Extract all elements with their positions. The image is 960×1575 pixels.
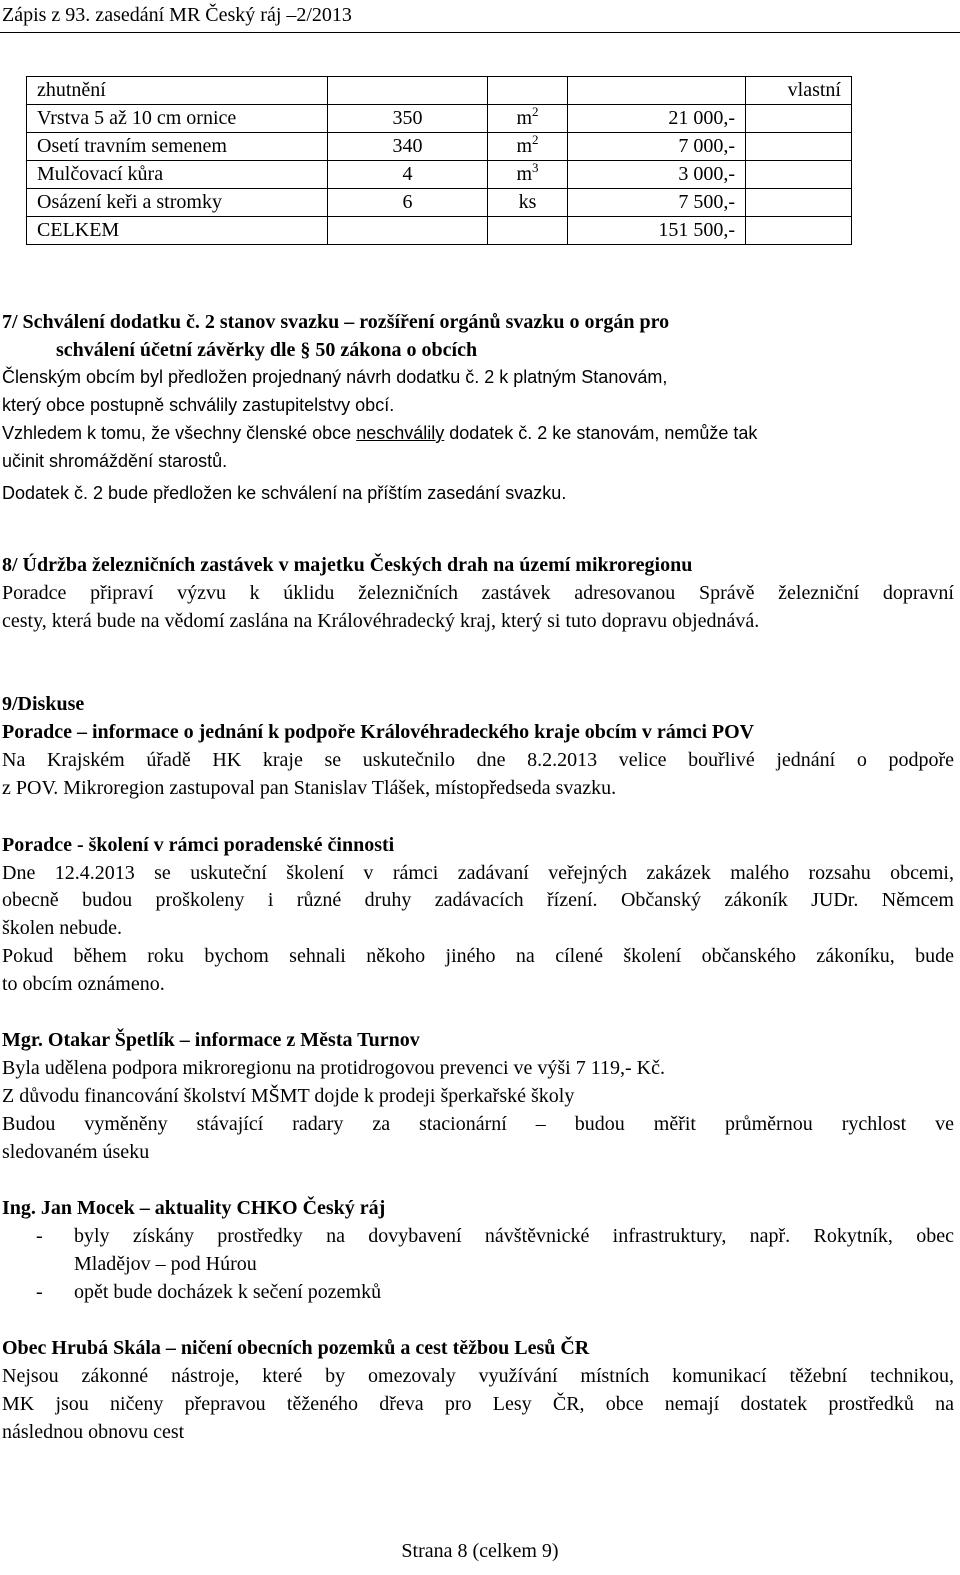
section-8-line1-text: Poradce připraví výzvu k úklidu železničních zastávek adresovanou Správě železniční dopravní [2, 582, 954, 604]
pov-subheading: Poradce – informace o jednání k podpoře Královéhradeckého kraje obcím v rámci POV [2, 721, 755, 743]
quantity-cell [328, 217, 488, 245]
cell-text: m [516, 163, 533, 185]
cell-text: m [516, 107, 533, 129]
bullet-dash: - [36, 1225, 43, 1247]
table-row [27, 77, 852, 105]
section-8-line2: cesty, která bude na vědomí zaslána na Královéhradecký kraj, který si tuto dopravu objednává. [2, 610, 760, 632]
price-cell [568, 77, 746, 105]
quantity-cell [328, 133, 488, 161]
cell-text: Vrstva 5 až 10 cm ornice [37, 107, 237, 129]
cell-text: Osázení keři a stromky [37, 191, 222, 213]
item-cell [27, 105, 328, 133]
p2-post: dodatek č. 2 ke stanovám, nemůže tak [444, 423, 758, 443]
section-7-p2-line2: učinit shromáždění starostů. [2, 451, 228, 471]
training-line4 [2, 942, 954, 970]
item-cell [27, 161, 328, 189]
unit-cell [488, 105, 568, 133]
hruba-skala-subheading: Obec Hrubá Skála – ničení obecních pozemků a cest těžbou Lesů ČR [2, 1337, 590, 1359]
cell-text: vlastní [787, 79, 841, 101]
quantity-cell [328, 77, 488, 105]
table-row [27, 105, 852, 133]
table-row [27, 189, 852, 217]
cell-text: 21 000,- [668, 107, 735, 129]
cell-text: 3 000,- [678, 163, 735, 185]
quantity-cell [328, 161, 488, 189]
note-cell [746, 161, 852, 189]
training-line2-text: obecně budou proškoleny i různé druhy zadávacích řízení. Občanský zákoník JUDr. Němcem [2, 889, 954, 911]
unit-cell [488, 133, 568, 161]
section-7-heading: 7/ Schválení dodatku č. 2 stanov svazku – rozšíření orgánů svazku o orgán pro [2, 311, 670, 333]
training-line1-text: Dne 12.4.2013 se uskuteční školení v rámci zadávaní veřejných zakázek malého rozsahu obcemi, [2, 862, 954, 884]
note-cell [746, 105, 852, 133]
price-cell [568, 105, 746, 133]
table-row [27, 217, 852, 245]
section-8-heading: 8/ Údržba železničních zastávek v majetku Českých drah na území mikroregionu [2, 554, 693, 576]
unit-exponent: 2 [532, 104, 539, 119]
table-row [27, 161, 852, 189]
item-cell [27, 133, 328, 161]
p2-underlined: neschválily [356, 423, 445, 443]
unit-exponent: 2 [532, 132, 539, 147]
cell-text: 4 [402, 163, 413, 185]
page-number: Strana 8 (celkem 9) [401, 1540, 559, 1562]
price-cell [568, 189, 746, 217]
hruba-skala-line2 [2, 1390, 954, 1418]
pov-line2: z POV. Mikroregion zastupoval pan Stanislav Tlášek, místopředseda svazku. [2, 777, 617, 799]
chko-b2: opět bude docházek k sečení pozemků [74, 1281, 382, 1303]
cell-text: Mulčovací kůra [37, 163, 164, 185]
price-cell [568, 133, 746, 161]
page-header-title: Zápis z 93. zasedání MR Český ráj –2/2013 [2, 4, 352, 26]
note-cell [746, 217, 852, 245]
unit-cell [488, 189, 568, 217]
chko-bullet-1 [0, 1222, 954, 1278]
bullet-dash: - [36, 1281, 43, 1303]
cell-text: 7 500,- [678, 191, 735, 213]
hruba-skala-line3: následnou obnovu cest [2, 1421, 185, 1443]
chko-b1-line2: Mladějov – pod Húrou [74, 1253, 257, 1275]
item-cell [27, 217, 328, 245]
cell-text: 6 [402, 191, 413, 213]
cell-text: 350 [392, 107, 423, 129]
cell-text: 151 500,- [658, 219, 735, 241]
turnov-line1: Byla udělena podpora mikroregionu na protidrogovou prevenci ve výši 7 119,- Kč. [2, 1057, 665, 1079]
quantity-cell [328, 105, 488, 133]
table-row [27, 133, 852, 161]
note-cell [746, 133, 852, 161]
section-8-line1 [2, 579, 954, 607]
hruba-skala-line2-text: MK jsou ničeny přepravou těženého dřeva pro Lesy ČR, obce nemají dostatek prostředků na [2, 1393, 954, 1415]
section-7-p3: Dodatek č. 2 bude předložen ke schválení na příštím zasedání svazku. [2, 483, 567, 503]
unit-cell [488, 77, 568, 105]
note-cell [746, 77, 852, 105]
item-cell [27, 77, 328, 105]
chko-b1-line1 [74, 1222, 954, 1250]
cell-text: zhutnění [37, 79, 106, 101]
section-7-p1-line2: který obce postupně schválily zastupitelstvy obcí. [2, 395, 395, 415]
unit-cell [488, 217, 568, 245]
cell-text: 7 000,- [678, 135, 735, 157]
hruba-skala-line1 [2, 1362, 954, 1390]
unit-exponent: 3 [532, 160, 539, 175]
cell-text: Osetí travním semenem [37, 135, 227, 157]
cell-text: ks [518, 191, 537, 213]
quantity-cell [328, 189, 488, 217]
item-cell [27, 189, 328, 217]
section-7-p2-line1 [2, 423, 757, 444]
chko-bullet-2 [0, 1278, 954, 1306]
p2-pre: Vzhledem k tomu, že všechny členské obce [2, 423, 357, 443]
training-line5: to obcím oznámeno. [2, 973, 165, 995]
cell-text: m [516, 135, 533, 157]
pov-line1-text: Na Krajském úřadě HK kraje se uskutečnilo dne 8.2.2013 velice bouřlivé jednání o podpoře [2, 749, 954, 771]
section-7-p1-line1: Členským obcím byl předložen projednaný návrh dodatku č. 2 k platným Stanovám, [2, 367, 668, 387]
chko-b1-line1-text: byly získány prostředky na dovybavení návštěvnické infrastruktury, např. Rokytník, obec [74, 1225, 954, 1247]
note-cell [746, 189, 852, 217]
header-rule [0, 32, 960, 33]
turnov-subheading: Mgr. Otakar Špetlík – informace z Města Turnov [2, 1029, 420, 1051]
hruba-skala-line1-text: Nejsou zákonné nástroje, které by omezovaly využívání místních komunikací těžební technikou, [2, 1365, 954, 1387]
cost-table [26, 76, 852, 245]
pov-line1 [2, 746, 954, 774]
cell-text: CELKEM [37, 219, 120, 241]
training-line2 [2, 886, 954, 914]
cell-text: 340 [392, 135, 423, 157]
section-7-heading-cont: schválení účetní závěrky dle § 50 zákona o obcích [56, 339, 478, 361]
section-9-heading: 9/Diskuse [2, 693, 85, 715]
training-line3: školen nebude. [2, 917, 122, 939]
price-cell [568, 161, 746, 189]
turnov-line3-text: Budou vyměněny stávající radary za stacionární – budou měřit průměrnou rychlost ve [2, 1113, 954, 1135]
unit-cell [488, 161, 568, 189]
training-line4-text: Pokud během roku bychom sehnali někoho jiného na cílené školení občanského zákoníku, bude [2, 945, 954, 967]
training-line1 [2, 859, 954, 887]
training-subheading: Poradce - školení v rámci poradenské činnosti [2, 834, 395, 856]
turnov-line2: Z důvodu financování školství MŠMT dojde k prodeji šperkařské školy [2, 1085, 575, 1107]
turnov-line4: sledovaném úseku [2, 1141, 150, 1163]
turnov-line3 [2, 1110, 954, 1138]
price-cell [568, 217, 746, 245]
chko-subheading: Ing. Jan Mocek – aktuality CHKO Český ráj [2, 1197, 386, 1219]
